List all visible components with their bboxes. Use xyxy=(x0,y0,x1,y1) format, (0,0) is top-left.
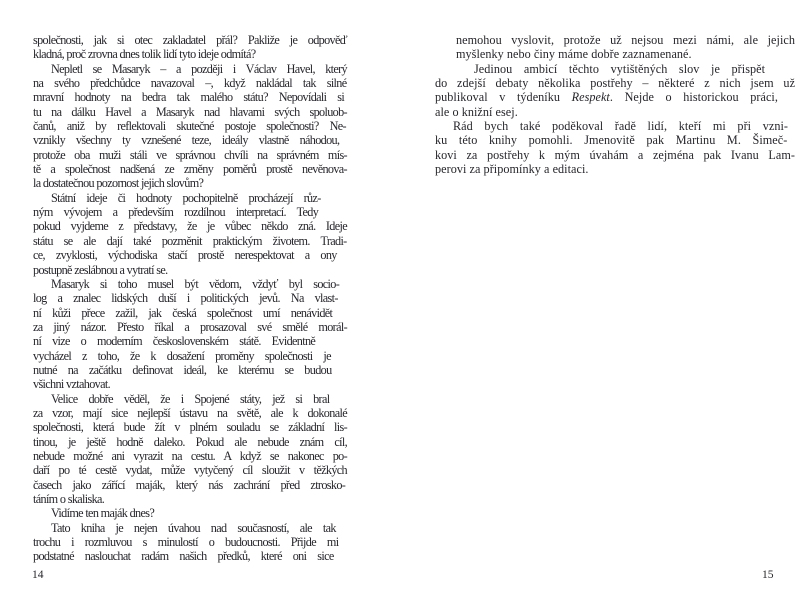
left-page-number: 14 xyxy=(32,568,44,581)
text-line: Velice dobře věděl, že i Spojené státy, jež si bral xyxy=(51,391,330,406)
text-line: společnosti, která bude žít v plném souladu se základní lis- xyxy=(33,420,347,435)
text-line: vznikly všechny ty vznešené teze, ideály vlastně náhodou, xyxy=(33,133,340,148)
text-line: Nepletl se Masaryk – a později i Václav Havel, který xyxy=(51,61,347,76)
text-line: ní vize o moderním československém státě. Evidentně xyxy=(33,334,316,349)
text-line: Vidíme ten maják dnes? xyxy=(51,506,155,521)
text-line: do zdejší debaty několika postřehy – některé z nich jsem už xyxy=(435,76,796,91)
text-line: nebude možné ani vyrazit na cestu. A když se nakonec po- xyxy=(33,448,348,463)
text-line: ným vývojem a především rozdílnou interpretací. Tedy xyxy=(33,205,319,220)
text-line: mravní hodnoty na bedra tak malého státu? Nepovídali si xyxy=(33,90,345,105)
text-line: perovi za připomínky a editaci. xyxy=(435,162,589,177)
text-line: kladná, proč zrovna dnes tolik lidí tyto ideje odmítá? xyxy=(33,47,256,62)
text-line: tě a společnost nadšená ze změny poměrů prostě nevěnova- xyxy=(33,162,347,177)
text-line: na svého předchůdce navazoval –, když nakládal tak silné xyxy=(33,76,347,91)
text-line: log a znalec lidských duší i politických jevů. Na vlast- xyxy=(33,291,338,306)
left-page-text-block xyxy=(33,33,347,564)
text-line: za vzor, mají sice nejlepší ústavu na světě, ale k dokonalé xyxy=(33,405,347,420)
text-line: společnosti, jak si otec zakladatel přál? Pakliže je odpověď xyxy=(33,33,347,47)
text-line: Masaryk si toho musel být vědom, vždyť byl socio- xyxy=(51,276,340,291)
right-page-number: 15 xyxy=(762,568,774,581)
text-line: nutné na začátku definovat ideál, ke kterému se budou xyxy=(33,362,332,377)
text-line: Tato kniha je nejen úvahou nad současností, ale tak xyxy=(51,520,336,535)
text-line: tinou, je ještě hodně daleko. Pokud ale nebude znám cíl, xyxy=(33,434,347,449)
text-line: trochu i rozmluvou s minulostí o budoucnosti. Přijde mi xyxy=(33,535,339,550)
text-line: Jedinou ambicí těchto vytištěných slov je přispět xyxy=(474,61,766,76)
text-line: kovi za postřehy k mým úvahám a zejména pak Ivanu Lam- xyxy=(435,147,795,162)
text-line: ku této knihy pomohli. Jmenovitě pak Martinu M. Šimeč- xyxy=(435,133,788,148)
text-line: nemohou vyslovit, protože už nejsou mezi námi, ale jejich xyxy=(456,33,795,47)
text-line: Státní ideje či hodnoty pochopitelně procházejí růz- xyxy=(51,190,321,205)
text-line: časech jako zářící maják, který nás zachrání před ztrosko- xyxy=(33,477,346,492)
text-line: tu na dálku Havel a Masaryk nad hlavami svých spoluob- xyxy=(33,104,347,119)
text-line: Rád bych také poděkoval řadě lidí, kteří mi při vzni- xyxy=(453,119,789,134)
text-line: ce, zvyklosti, východiska stačí prostě nerespektovat a ony xyxy=(33,248,337,263)
text-line: postupně zeslábnou a vytratí se. xyxy=(33,262,168,277)
text-line: la dostatečnou pozornost jejich slovům? xyxy=(33,176,204,191)
right-page-text-block xyxy=(435,33,795,176)
text-line: protože oba muži stáli ve správnou chvíli na správném mís- xyxy=(33,147,347,162)
text-line: pokud vyjdeme z představy, že je vůbec někdo zná. Ideje xyxy=(33,219,347,234)
text-line: všichni vztahovat. xyxy=(33,377,110,392)
text-line: státu se ale dají také pozměnit praktickým životem. Tradi- xyxy=(33,233,347,248)
text-line: táním o skaliska. xyxy=(33,492,105,506)
text-line: podstatné naslouchat radám našich předků, které oni sice xyxy=(33,549,334,564)
text-line: za jiný názor. Přesto říkal a prosazoval své smělé morál- xyxy=(33,319,347,334)
text-line: ale o knižní esej. xyxy=(435,104,518,119)
text-line: ní kůži přece zažil, jak česká společnost umí nenávidět xyxy=(33,305,333,320)
text-line: čanů, aniž by reflektovali skutečné postoje společnosti? Ne- xyxy=(33,119,346,134)
text-line: vycházel z toho, že k dosažení proměny společnosti je xyxy=(33,348,331,363)
text-line: myšlenky nebo činy máme dobře zaznamenané. xyxy=(456,47,692,62)
text-line: publikoval v týdeníku Respekt. Nejde o historickou práci, xyxy=(435,90,778,105)
text-line: daří po té cestě vydat, může vytyčený cíl sloužit v těžkých xyxy=(33,463,347,478)
